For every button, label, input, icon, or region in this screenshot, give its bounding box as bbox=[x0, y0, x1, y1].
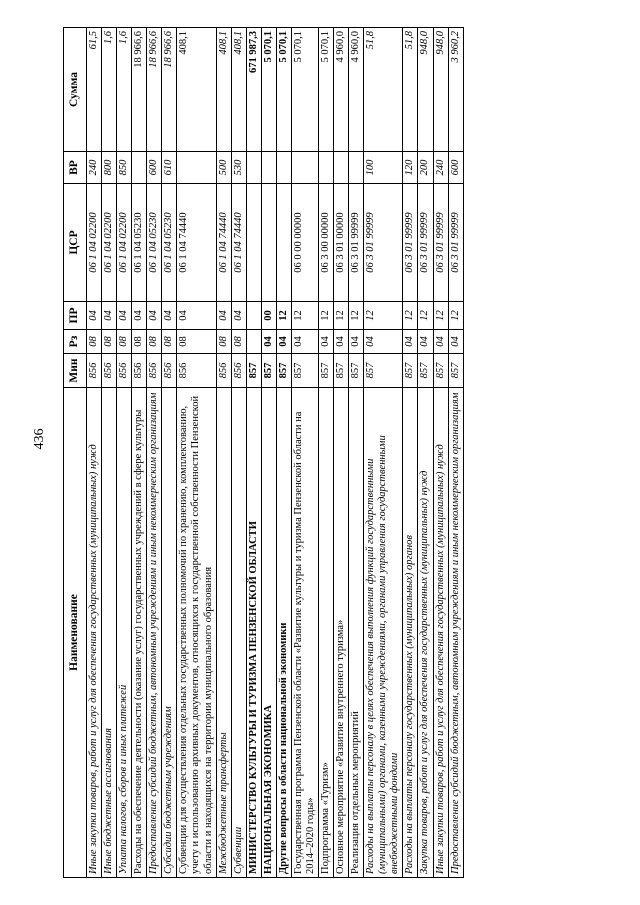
cell-name: НАЦИОНАЛЬНАЯ ЭКОНОМИКА bbox=[261, 388, 276, 878]
cell-sum: 5 070,1 bbox=[276, 28, 291, 152]
cell-sum: 408,1 bbox=[216, 28, 231, 152]
cell-pr: 12 bbox=[334, 302, 349, 330]
cell-rz: 04 bbox=[403, 330, 418, 354]
table-header-row bbox=[64, 28, 87, 878]
cell-csr: 06 1 04 74440 bbox=[216, 184, 231, 302]
table-row bbox=[102, 28, 117, 878]
cell-csr: 06 3 00 00000 bbox=[319, 184, 334, 302]
cell-pr: 12 bbox=[364, 302, 403, 330]
cell-name: Уплата налогов, сборов и иных платежей bbox=[117, 388, 132, 878]
cell-min: 857 bbox=[319, 354, 334, 388]
header-csr: ЦСР bbox=[64, 184, 87, 302]
cell-min: 856 bbox=[132, 354, 147, 388]
header-sum: Сумма bbox=[64, 28, 87, 152]
cell-sum: 948,0 bbox=[433, 28, 448, 152]
cell-min: 856 bbox=[162, 354, 177, 388]
cell-min: 856 bbox=[231, 354, 246, 388]
cell-csr: 06 3 01 99999 bbox=[433, 184, 448, 302]
header-name: Наименование bbox=[64, 388, 87, 878]
cell-csr: 06 3 01 99999 bbox=[364, 184, 403, 302]
cell-min: 857 bbox=[334, 354, 349, 388]
cell-pr: 12 bbox=[319, 302, 334, 330]
table-row bbox=[334, 28, 349, 878]
table-row bbox=[177, 28, 216, 878]
cell-vr: 610 bbox=[162, 152, 177, 184]
cell-vr bbox=[334, 152, 349, 184]
cell-pr: 12 bbox=[448, 302, 463, 330]
cell-vr: 120 bbox=[403, 152, 418, 184]
header-vr: ВР bbox=[64, 152, 87, 184]
cell-vr bbox=[319, 152, 334, 184]
cell-rz: 08 bbox=[102, 330, 117, 354]
cell-rz: 08 bbox=[117, 330, 132, 354]
cell-csr bbox=[276, 184, 291, 302]
cell-sum: 5 070,1 bbox=[261, 28, 276, 152]
cell-vr: 500 bbox=[216, 152, 231, 184]
cell-csr: 06 1 04 02200 bbox=[117, 184, 132, 302]
cell-pr: 04 bbox=[102, 302, 117, 330]
table-row bbox=[216, 28, 231, 878]
cell-sum: 5 070,1 bbox=[319, 28, 334, 152]
cell-sum: 18 966,6 bbox=[162, 28, 177, 152]
table-row bbox=[349, 28, 364, 878]
cell-rz: 08 bbox=[216, 330, 231, 354]
cell-rz: 04 bbox=[261, 330, 276, 354]
cell-rz: 04 bbox=[364, 330, 403, 354]
cell-csr: 06 3 01 99999 bbox=[349, 184, 364, 302]
cell-sum: 18 966,6 bbox=[132, 28, 147, 152]
cell-vr: 530 bbox=[231, 152, 246, 184]
table-row bbox=[448, 28, 463, 878]
cell-vr bbox=[291, 152, 318, 184]
cell-pr: 04 bbox=[117, 302, 132, 330]
cell-rz: 08 bbox=[162, 330, 177, 354]
cell-vr bbox=[261, 152, 276, 184]
cell-rz: 04 bbox=[291, 330, 318, 354]
cell-rz: 08 bbox=[231, 330, 246, 354]
cell-csr: 06 1 04 05230 bbox=[147, 184, 162, 302]
cell-name: МИНИСТЕРСТВО КУЛЬТУРЫ И ТУРИЗМА ПЕНЗЕНСКОЙ ОБЛАСТИ bbox=[246, 388, 261, 878]
header-min: Мин bbox=[64, 354, 87, 388]
table-row bbox=[403, 28, 418, 878]
header-pr: ПР bbox=[64, 302, 87, 330]
cell-min: 857 bbox=[433, 354, 448, 388]
cell-pr: 04 bbox=[87, 302, 102, 330]
page-number: 436 bbox=[32, 428, 47, 450]
cell-vr bbox=[276, 152, 291, 184]
cell-vr bbox=[177, 152, 216, 184]
cell-sum: 1,6 bbox=[117, 28, 132, 152]
cell-pr: 12 bbox=[291, 302, 318, 330]
cell-pr: 12 bbox=[418, 302, 433, 330]
cell-vr: 240 bbox=[433, 152, 448, 184]
cell-sum: 408,1 bbox=[177, 28, 216, 152]
cell-name: Реализация отдельных мероприятий bbox=[349, 388, 364, 878]
cell-pr: 00 bbox=[261, 302, 276, 330]
cell-sum: 61,5 bbox=[87, 28, 102, 152]
cell-csr: 06 0 00 00000 bbox=[291, 184, 318, 302]
cell-min: 857 bbox=[349, 354, 364, 388]
cell-sum: 5 070,1 bbox=[291, 28, 318, 152]
cell-name: Закупка товаров, работ и услуг для обеспечения государственных (муниципальных) нужд bbox=[418, 388, 433, 878]
cell-name: Предоставление субсидий бюджетным, автономным учреждениям и иным некоммерческим организациям bbox=[147, 388, 162, 878]
cell-name: Предоставление субсидий бюджетным, автономным учреждениям и иным некоммерческим организациям bbox=[448, 388, 463, 878]
table-row bbox=[433, 28, 448, 878]
cell-csr: 06 1 04 74440 bbox=[231, 184, 246, 302]
cell-vr: 850 bbox=[117, 152, 132, 184]
cell-sum: 4 960,0 bbox=[334, 28, 349, 152]
header-rz: Рз bbox=[64, 330, 87, 354]
cell-min: 856 bbox=[147, 354, 162, 388]
cell-csr: 06 3 01 99999 bbox=[418, 184, 433, 302]
cell-sum: 51,8 bbox=[364, 28, 403, 152]
table-row bbox=[364, 28, 403, 878]
cell-min: 856 bbox=[102, 354, 117, 388]
cell-name: Расходы на обеспечение деятельности (оказание услуг) государственных учреждений в сфере культуры bbox=[132, 388, 147, 878]
cell-name: Субсидии бюджетным учреждениям bbox=[162, 388, 177, 878]
table-row bbox=[246, 28, 261, 878]
cell-rz: 04 bbox=[418, 330, 433, 354]
cell-min: 857 bbox=[276, 354, 291, 388]
cell-min: 856 bbox=[117, 354, 132, 388]
cell-pr: 12 bbox=[349, 302, 364, 330]
cell-sum: 4 960,0 bbox=[349, 28, 364, 152]
cell-min: 857 bbox=[364, 354, 403, 388]
cell-min: 856 bbox=[87, 354, 102, 388]
cell-name: Другие вопросы в области национальной экономики bbox=[276, 388, 291, 878]
cell-sum: 408,1 bbox=[231, 28, 246, 152]
cell-rz: 04 bbox=[448, 330, 463, 354]
cell-name: Субвенции для осуществления отдельных государственных полномочий по хранению, комплектованию, учету и использованию архивных документов, относящихся к государственной собственности Пензенской области и находящихся на территории муниципального образования bbox=[177, 388, 216, 878]
cell-name: Государственная программа Пензенской области «Развитие культуры и туризма Пензенской области на 2014–2020 годы» bbox=[291, 388, 318, 878]
rotated-page bbox=[63, 28, 464, 878]
cell-sum: 671 987,3 bbox=[246, 28, 261, 152]
cell-name: Иные бюджетные ассигнования bbox=[102, 388, 117, 878]
cell-min: 857 bbox=[246, 354, 261, 388]
cell-name: Основное мероприятие «Развитие внутреннего туризма» bbox=[334, 388, 349, 878]
cell-rz: 04 bbox=[276, 330, 291, 354]
cell-rz: 08 bbox=[147, 330, 162, 354]
cell-csr bbox=[246, 184, 261, 302]
budget-table bbox=[63, 27, 464, 878]
cell-vr bbox=[349, 152, 364, 184]
cell-min: 857 bbox=[418, 354, 433, 388]
table-row bbox=[132, 28, 147, 878]
table-row bbox=[418, 28, 433, 878]
table-row bbox=[319, 28, 334, 878]
cell-sum: 18 966,6 bbox=[147, 28, 162, 152]
cell-vr: 200 bbox=[418, 152, 433, 184]
cell-pr: 12 bbox=[433, 302, 448, 330]
cell-csr: 06 3 01 99999 bbox=[403, 184, 418, 302]
cell-csr: 06 1 04 02200 bbox=[87, 184, 102, 302]
cell-pr: 04 bbox=[216, 302, 231, 330]
cell-csr: 06 3 01 99999 bbox=[448, 184, 463, 302]
cell-sum: 948,0 bbox=[418, 28, 433, 152]
cell-rz bbox=[246, 330, 261, 354]
table-row bbox=[261, 28, 276, 878]
table-row bbox=[231, 28, 246, 878]
cell-name: Подпрограмма «Туризм» bbox=[319, 388, 334, 878]
cell-csr: 06 1 04 02200 bbox=[102, 184, 117, 302]
cell-min: 857 bbox=[448, 354, 463, 388]
cell-rz: 04 bbox=[433, 330, 448, 354]
cell-pr: 04 bbox=[162, 302, 177, 330]
cell-pr: 04 bbox=[231, 302, 246, 330]
cell-min: 856 bbox=[177, 354, 216, 388]
cell-vr bbox=[132, 152, 147, 184]
cell-vr: 600 bbox=[147, 152, 162, 184]
cell-name: Иные закупки товаров, работ и услуг для обеспечения государственных (муниципальных) нужд bbox=[87, 388, 102, 878]
cell-pr: 12 bbox=[276, 302, 291, 330]
table-row bbox=[117, 28, 132, 878]
cell-name: Расходы на выплаты персоналу в целях обеспечения выполнения функций государственными (муниципальными) органами, казенными учреждениями, органами управления государственными внебюджетными фондами bbox=[364, 388, 403, 878]
cell-rz: 04 bbox=[349, 330, 364, 354]
cell-csr: 06 1 04 05230 bbox=[132, 184, 147, 302]
table-row bbox=[291, 28, 318, 878]
cell-name: Субвенции bbox=[231, 388, 246, 878]
cell-min: 857 bbox=[291, 354, 318, 388]
cell-pr: 04 bbox=[177, 302, 216, 330]
cell-vr bbox=[246, 152, 261, 184]
cell-pr: 12 bbox=[403, 302, 418, 330]
cell-vr: 800 bbox=[102, 152, 117, 184]
cell-pr bbox=[246, 302, 261, 330]
cell-rz: 08 bbox=[87, 330, 102, 354]
table-row bbox=[87, 28, 102, 878]
cell-csr: 06 1 04 05230 bbox=[162, 184, 177, 302]
cell-pr: 04 bbox=[147, 302, 162, 330]
cell-rz: 04 bbox=[334, 330, 349, 354]
cell-csr bbox=[261, 184, 276, 302]
cell-vr: 600 bbox=[448, 152, 463, 184]
cell-name: Расходы на выплаты персоналу государственных (муниципальных) органов bbox=[403, 388, 418, 878]
cell-vr: 100 bbox=[364, 152, 403, 184]
cell-sum: 3 960,2 bbox=[448, 28, 463, 152]
cell-sum: 1,6 bbox=[102, 28, 117, 152]
cell-sum: 51,8 bbox=[403, 28, 418, 152]
cell-min: 856 bbox=[216, 354, 231, 388]
table-body bbox=[87, 28, 464, 878]
cell-name: Межбюджетные трансферты bbox=[216, 388, 231, 878]
cell-rz: 08 bbox=[177, 330, 216, 354]
cell-rz: 04 bbox=[319, 330, 334, 354]
cell-csr: 06 1 04 74440 bbox=[177, 184, 216, 302]
cell-min: 857 bbox=[403, 354, 418, 388]
cell-name: Иные закупки товаров, работ и услуг для обеспечения государственных (муниципальных) нужд bbox=[433, 388, 448, 878]
cell-pr: 04 bbox=[132, 302, 147, 330]
cell-vr: 240 bbox=[87, 152, 102, 184]
table-row bbox=[147, 28, 162, 878]
table-row bbox=[162, 28, 177, 878]
table-row bbox=[276, 28, 291, 878]
cell-min: 857 bbox=[261, 354, 276, 388]
cell-rz: 08 bbox=[132, 330, 147, 354]
cell-csr: 06 3 01 00000 bbox=[334, 184, 349, 302]
